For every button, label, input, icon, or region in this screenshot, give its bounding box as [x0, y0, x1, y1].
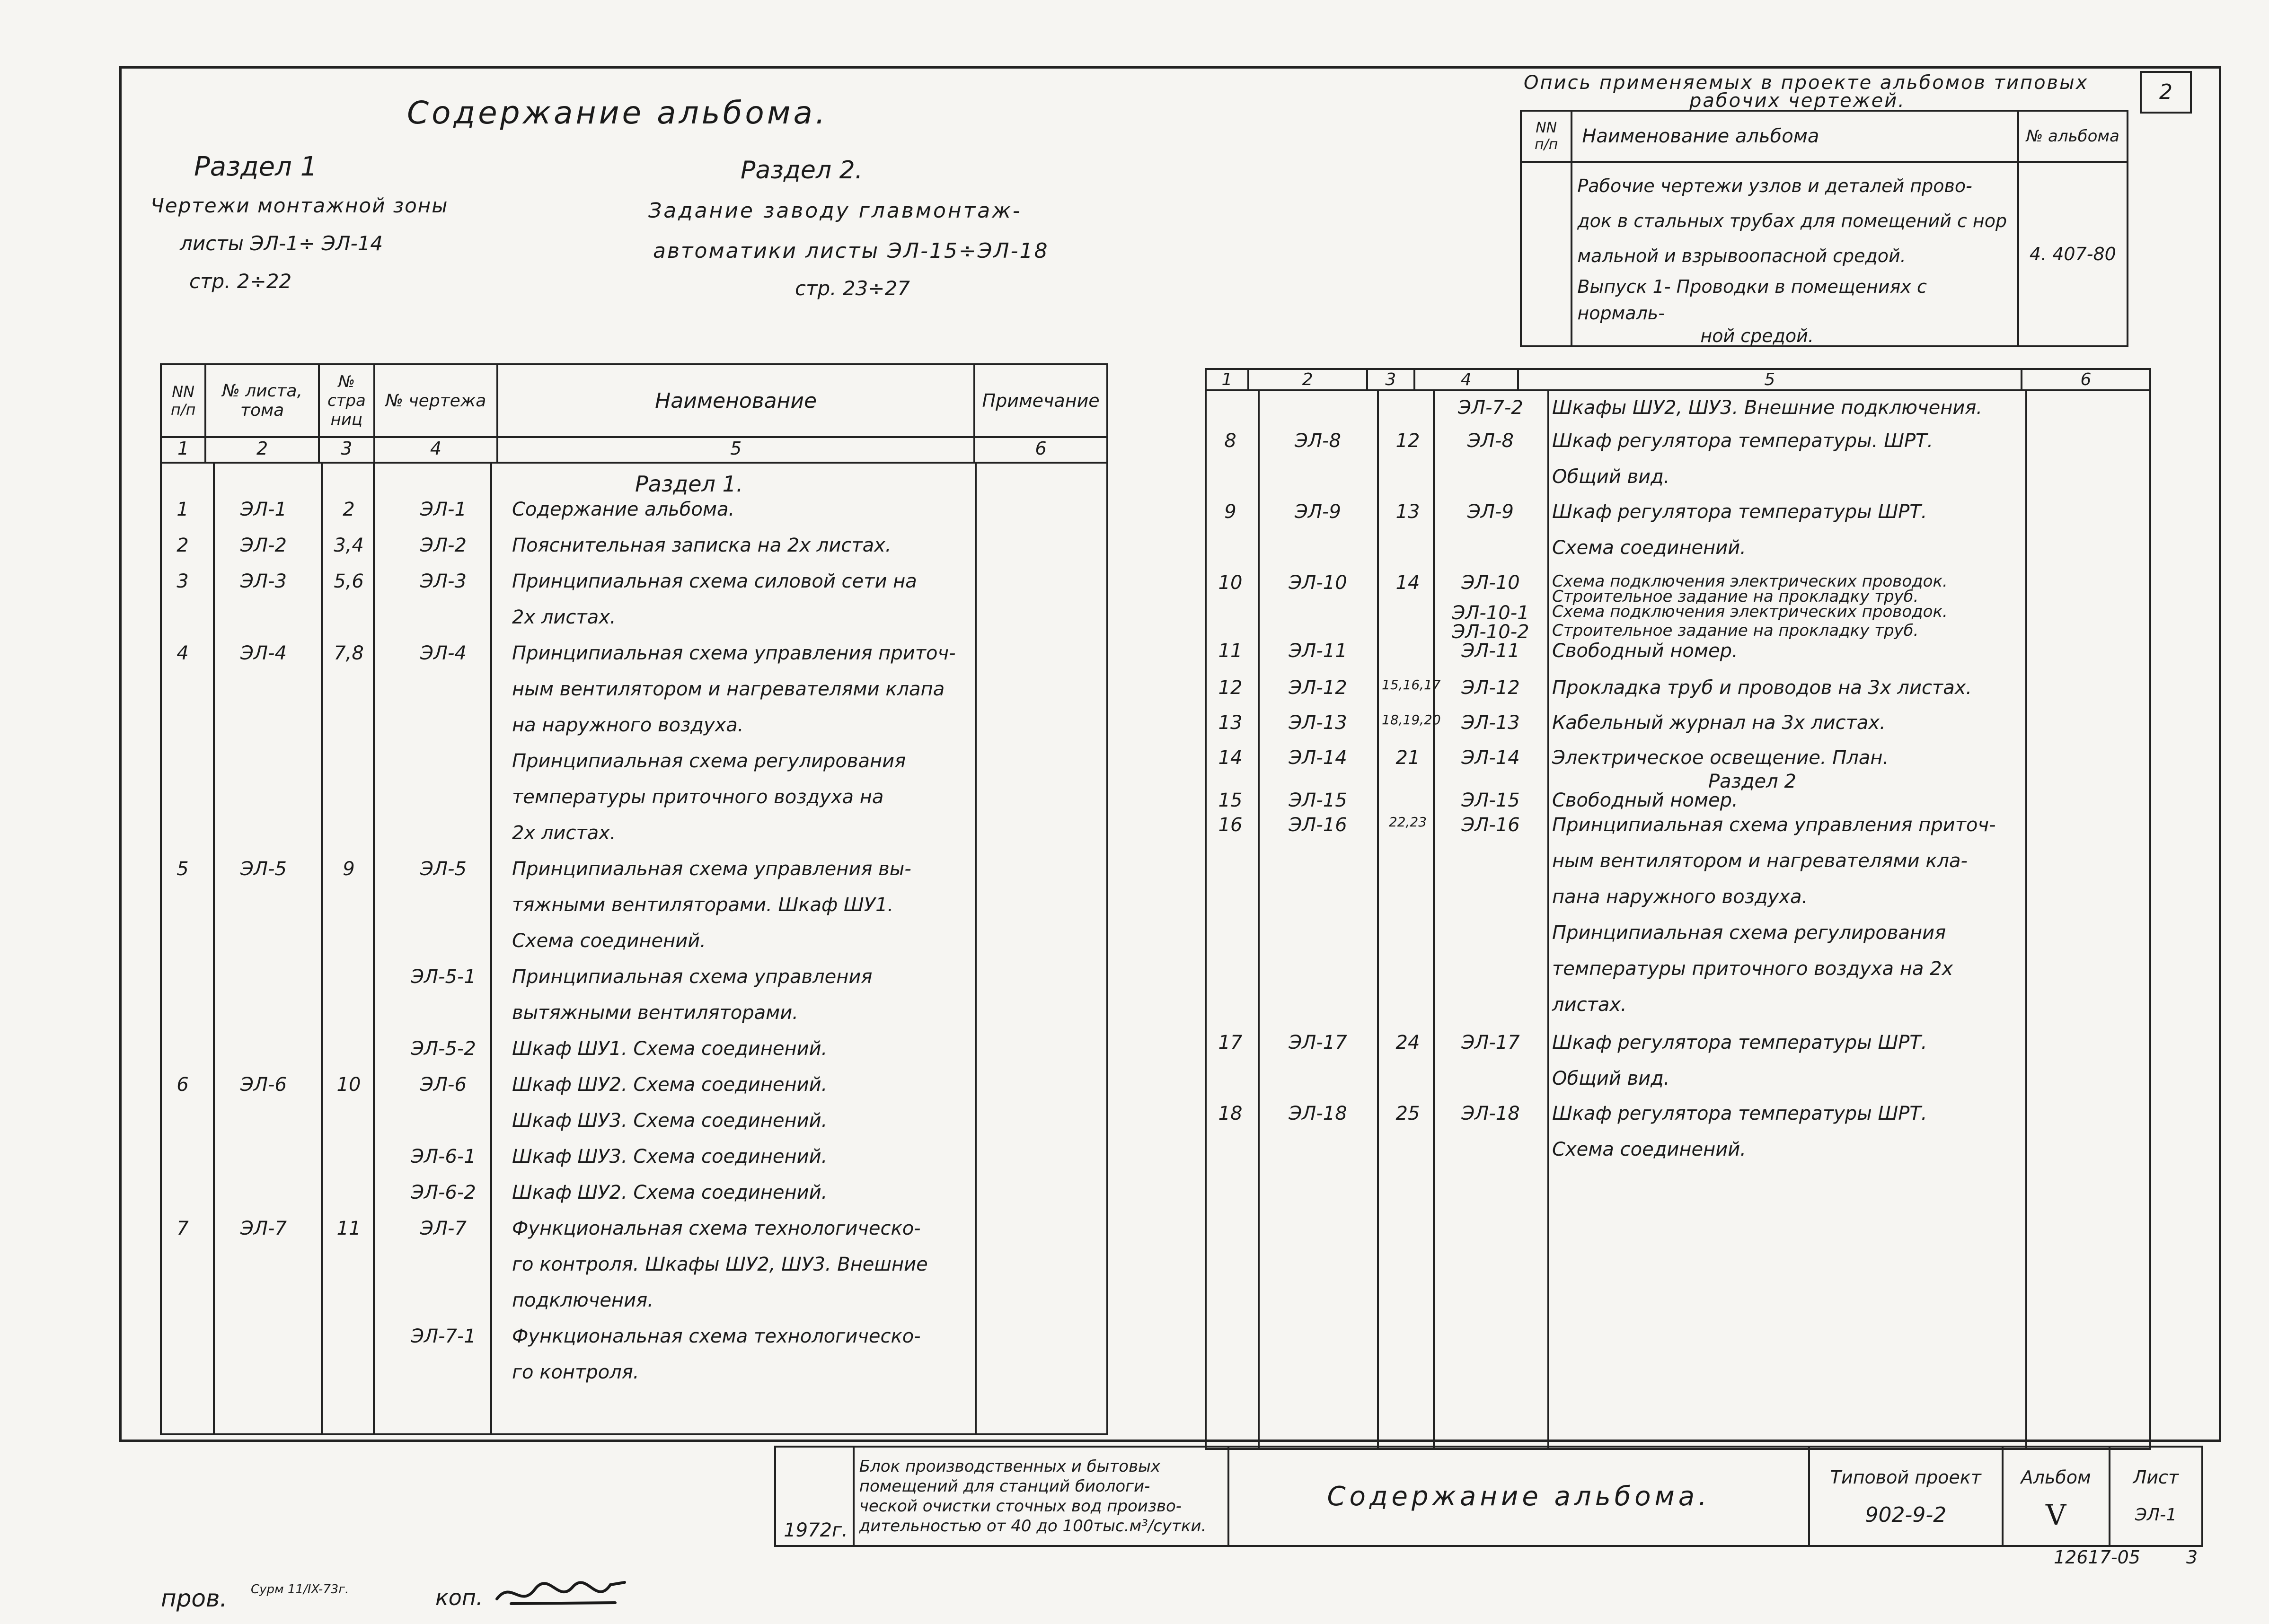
row-number: 6 — [177, 1074, 189, 1096]
inventory-album-number: 4. 407-80 — [2018, 162, 2128, 346]
row-title — [512, 1182, 827, 1218]
row-title — [1552, 572, 1948, 606]
inventory-title: Опись применяемых в проекте альбомов типовых — [1524, 72, 2089, 94]
left-header-name: Наименование — [497, 364, 974, 437]
archive-number: 12617-05 — [2054, 1547, 2140, 1568]
row-title-line: Принципиальная схема регулирования — [512, 750, 906, 772]
sheet-number-box: 2 — [2140, 71, 2192, 114]
copied-label: коп. — [435, 1585, 483, 1610]
row-title-line: Принципиальная схема управления вы- — [512, 858, 911, 880]
row-title-line: Принципиальная схема управления приточ- — [1552, 814, 1996, 836]
row-title-line: Шкаф ШУ1. Схема соединений. — [512, 1038, 828, 1060]
section1-line: стр. 2÷22 — [189, 270, 292, 293]
stamp-album — [2003, 1447, 2110, 1546]
row-sheet: ЭЛ-17 — [1289, 1032, 1347, 1053]
row-title — [512, 1038, 827, 1074]
row-drawing: ЭЛ-9 — [1467, 501, 1514, 523]
row-number: 11 — [1218, 640, 1243, 662]
row-drawing: ЭЛ-7 — [420, 1218, 467, 1239]
stamp-object-line: Блок производственных и бытовых — [859, 1457, 1161, 1476]
row-title-line: Раздел 2 — [1708, 771, 1796, 792]
inventory-line: ной средой. — [1700, 325, 1814, 346]
row-title — [1552, 712, 1886, 748]
section1-line: Чертежи монтажной зоны — [150, 194, 449, 217]
row-sheet: ЭЛ-1 — [240, 499, 287, 520]
row-title-line: Принципиальная схема силовой сети на — [512, 571, 917, 592]
stamp-object-line: дительностью от 40 до 100тыс.м³/сутки. — [859, 1517, 1207, 1536]
row-drawing: ЭЛ-6-1 — [411, 1146, 476, 1168]
row-title-line: температуры приточного воздуха на — [512, 786, 884, 808]
left-header-nn: NN п/п — [161, 364, 205, 437]
checked-label: пров. — [161, 1585, 228, 1612]
checked-note: Сурм 11/IX-73г. — [251, 1582, 349, 1597]
row-sheet: ЭЛ-6 — [240, 1074, 287, 1096]
row-title-line: Пояснительная записка на 2х листах. — [512, 535, 892, 556]
row-title-line: 2х листах. — [512, 822, 616, 844]
row-sheet: ЭЛ-8 — [1295, 430, 1341, 452]
row-title-line: ным вентилятором и нагревателями кла- — [1552, 850, 1968, 872]
left-contents-table — [160, 363, 1108, 1435]
stamp-sheet-label: Лист — [2133, 1467, 2179, 1488]
right-colnum: 5 — [1518, 369, 2022, 390]
row-page: 7,8 — [334, 642, 364, 664]
row-title-line: Электрическое освещение. План. — [1552, 747, 1889, 769]
row-title-line: Общий вид. — [1552, 1068, 1670, 1089]
row-drawing: ЭЛ-12 — [1461, 677, 1520, 699]
left-section-heading: Раздел 1. — [635, 471, 743, 497]
row-title-line: го контроля. Шкафы ШУ2, ШУ3. Внешние — [512, 1254, 928, 1275]
row-page: 14 — [1395, 572, 1420, 594]
row-title-line: Свободный номер. — [1552, 790, 1738, 811]
row-number: 7 — [177, 1218, 189, 1239]
inventory-header-number: № альбома — [2018, 111, 2128, 162]
row-title-line: подключения. — [512, 1290, 653, 1311]
row-title-line: вытяжными вентиляторами. — [512, 1002, 798, 1024]
row-title-line: Шкаф регулятора температуры. ШРТ. — [1552, 430, 1934, 452]
row-title-line: Свободный номер. — [1552, 640, 1738, 662]
row-title-line: на наружного воздуха. — [512, 714, 744, 736]
row-title — [1552, 397, 1982, 433]
right-contents-table — [1205, 368, 2151, 1450]
right-table-body — [1206, 390, 2150, 1449]
row-title-line: Принципиальная схема управления приточ- — [512, 642, 956, 664]
row-drawing: ЭЛ-14 — [1461, 747, 1520, 769]
handwritten-signature — [492, 1571, 634, 1613]
row-drawing: ЭЛ-11 — [1461, 640, 1520, 662]
row-page: 2 — [343, 499, 355, 520]
row-sheet: ЭЛ-16 — [1289, 814, 1347, 836]
row-drawing: ЭЛ-8 — [1467, 430, 1514, 452]
row-sheet: ЭЛ-3 — [240, 571, 287, 592]
row-sheet: ЭЛ-15 — [1289, 790, 1347, 811]
right-colnum: 2 — [1248, 369, 1367, 390]
row-number: 1 — [177, 499, 189, 520]
row-page: 5,6 — [334, 571, 364, 592]
row-number: 3 — [177, 571, 189, 592]
section1-title: Раздел 1 — [194, 151, 318, 182]
row-page: 25 — [1395, 1103, 1420, 1124]
stamp-sheet-value: ЭЛ-1 — [2135, 1505, 2177, 1525]
row-title — [1552, 430, 1933, 502]
row-page: 18,19,20 — [1382, 712, 1441, 728]
row-drawing: ЭЛ-5 — [420, 858, 467, 880]
stamp-project-number: 902-9-2 — [1865, 1503, 1947, 1527]
row-number: 10 — [1218, 572, 1243, 594]
row-drawing: ЭЛ-10 — [1461, 572, 1520, 594]
row-title — [1552, 1103, 1927, 1175]
row-title-line: Принципиальная схема регулирования — [1552, 922, 1946, 944]
row-title-line: Принципиальная схема управления — [512, 966, 873, 988]
row-title-line: ным вентилятором и нагревателями клапа — [512, 678, 945, 700]
row-title-line: температуры приточного воздуха на 2х — [1552, 958, 1953, 980]
section2-title: Раздел 2. — [741, 156, 863, 184]
row-sheet: ЭЛ-13 — [1289, 712, 1347, 734]
inventory-line: мальной и взрывоопасной средой. — [1577, 246, 1906, 266]
left-header-sheet: № листа, тома — [205, 364, 319, 437]
row-drawing: ЭЛ-5-1 — [411, 966, 476, 988]
row-drawing: ЭЛ-4 — [420, 642, 467, 664]
row-number: 18 — [1218, 1103, 1243, 1124]
row-title — [512, 1146, 827, 1182]
right-colnum: 6 — [2022, 369, 2150, 390]
row-title — [512, 642, 956, 858]
row-title — [512, 1074, 827, 1146]
stamp-object — [854, 1447, 1228, 1546]
left-colnum: 3 — [319, 437, 374, 463]
row-page: 9 — [343, 858, 355, 880]
row-page: 10 — [336, 1074, 361, 1096]
row-number: 13 — [1218, 712, 1243, 734]
row-title — [1552, 501, 1927, 573]
row-title-line: Схема соединений. — [1552, 1139, 1746, 1160]
row-title-line: Кабельный журнал на 3х листах. — [1552, 712, 1886, 734]
stamp-project-label: Типовой проект — [1830, 1467, 1981, 1488]
row-page: 11 — [336, 1218, 361, 1239]
row-number: 17 — [1218, 1032, 1243, 1053]
row-title-line: Строительное задание на прокладку труб. — [1552, 587, 1919, 606]
row-number: 12 — [1218, 677, 1243, 699]
row-sheet: ЭЛ-11 — [1289, 640, 1347, 662]
row-drawing: ЭЛ-1 — [420, 499, 467, 520]
row-title-line: Шкаф ШУ3. Схема соединений. — [512, 1146, 828, 1168]
row-title-line: Шкаф регулятора температуры ШРТ. — [1552, 1032, 1927, 1053]
row-drawing: ЭЛ-3 — [420, 571, 467, 592]
row-title-line: Шкаф ШУ2. Схема соединений. — [512, 1182, 828, 1203]
row-number: 5 — [177, 858, 189, 880]
left-header-note: Примечание — [974, 364, 1107, 437]
row-number: 16 — [1218, 814, 1243, 836]
row-title — [1552, 814, 1996, 1030]
right-colnum: 3 — [1367, 369, 1415, 390]
inventory-line: док в стальных трубах для помещений с нор — [1577, 211, 2007, 231]
row-title-line: Строительное задание на прокладку труб. — [1552, 621, 1919, 640]
row-title — [512, 1326, 921, 1397]
inventory-subtitle: рабочих чертежей. — [1689, 90, 1906, 112]
row-page: 24 — [1395, 1032, 1420, 1053]
row-title-line: Функциональная схема технологическо- — [512, 1326, 921, 1347]
row-number: 14 — [1218, 747, 1243, 769]
row-page: 13 — [1395, 501, 1420, 523]
row-drawing: ЭЛ-17 — [1461, 1032, 1520, 1053]
row-title-line: Шкаф ШУ2. Схема соединений. — [512, 1074, 828, 1096]
row-title — [512, 858, 911, 966]
archive-page: 3 — [2186, 1547, 2198, 1568]
row-title — [1552, 1032, 1927, 1104]
left-colnum: 4 — [374, 437, 497, 463]
left-colnum: 1 — [161, 437, 205, 463]
stamp-object-line: ческой очистки сточных вод произво- — [859, 1497, 1182, 1516]
row-sheet: ЭЛ-10 — [1289, 572, 1347, 594]
row-title — [512, 535, 892, 571]
row-page: 22,23 — [1388, 814, 1427, 830]
right-colnum: 4 — [1414, 369, 1518, 390]
section2-line: стр. 23÷27 — [795, 277, 910, 300]
row-sheet: ЭЛ-4 — [240, 642, 287, 664]
stamp-sheet — [2110, 1447, 2202, 1546]
stamp-album-value: V — [2046, 1499, 2066, 1532]
left-colnum: 2 — [205, 437, 319, 463]
row-title-line: тяжными вентиляторами. Шкаф ШУ1. — [512, 894, 894, 916]
inventory-name-cell — [1572, 162, 2018, 346]
row-title-line: Схема соединений. — [1552, 537, 1746, 559]
row-title-line: листах. — [1552, 994, 1627, 1016]
section2-line: Задание заводу главмонтаж- — [648, 199, 1022, 223]
row-title-line: Функциональная схема технологическо- — [512, 1218, 921, 1239]
right-colnum: 1 — [1206, 369, 1248, 390]
row-title — [1552, 640, 1738, 676]
row-drawing: ЭЛ-18 — [1461, 1103, 1520, 1124]
row-title-line: го контроля. — [512, 1361, 639, 1383]
row-title-line: Шкаф регулятора температуры ШРТ. — [1552, 501, 1927, 523]
row-drawing: ЭЛ-16 — [1461, 814, 1520, 836]
left-header-drawing: № чертежа — [374, 364, 497, 437]
stamp-project — [1809, 1447, 2002, 1546]
stamp-sheet-title: Содержание альбома. — [1228, 1447, 1809, 1546]
inventory-header-nn: NN п/п — [1521, 111, 1572, 162]
row-sheet: ЭЛ-2 — [240, 535, 287, 556]
row-title-line: Шкаф регулятора температуры ШРТ. — [1552, 1103, 1927, 1124]
left-colnum: 6 — [974, 437, 1107, 463]
row-sheet: ЭЛ-9 — [1295, 501, 1341, 523]
left-table-body — [161, 463, 1107, 1434]
row-title-line: Шкафы ШУ2, ШУ3. Внешние подключения. — [1552, 397, 1983, 419]
left-colnum: 5 — [497, 437, 974, 463]
row-number: 2 — [177, 535, 189, 556]
row-title — [512, 499, 734, 535]
stamp-year: 1972г. — [775, 1447, 854, 1546]
row-title — [512, 1218, 928, 1326]
row-drawing: ЭЛ-2 — [420, 535, 467, 556]
row-title — [512, 966, 872, 1038]
row-title — [1552, 677, 1972, 713]
inventory-header-name: Наименование альбома — [1572, 111, 2018, 162]
row-drawing: ЭЛ-10-1 — [1452, 602, 1529, 624]
row-title-line: Схема подключения электрических проводок. — [1552, 602, 1948, 621]
row-title — [512, 571, 917, 642]
row-sheet: ЭЛ-12 — [1289, 677, 1347, 699]
left-header-pages: № стра ниц — [319, 364, 374, 437]
inventory-line: Рабочие чертежи узлов и деталей прово- — [1577, 176, 1972, 196]
row-title-line: Схема подключения электрических проводок. — [1552, 572, 1948, 591]
row-number: 4 — [177, 642, 189, 664]
inventory-line: Выпуск 1- Проводки в помещениях с нормаль- — [1577, 276, 1927, 324]
section1-line: листы ЭЛ-1÷ ЭЛ-14 — [180, 232, 383, 255]
album-title: Содержание альбома. — [407, 95, 828, 131]
row-number: 9 — [1224, 501, 1236, 523]
row-drawing: ЭЛ-10-2 — [1452, 621, 1529, 643]
row-title-line: Прокладка труб и проводов на 3х листах. — [1552, 677, 1972, 699]
inventory-nn-cell — [1521, 162, 1572, 346]
row-drawing: ЭЛ-6-2 — [411, 1182, 476, 1203]
row-sheet: ЭЛ-18 — [1289, 1103, 1347, 1124]
section2-line: автоматики листы ЭЛ-15÷ЭЛ-18 — [653, 239, 1049, 263]
stamp-album-label: Альбом — [2021, 1467, 2091, 1488]
row-drawing: ЭЛ-7-2 — [1458, 397, 1523, 419]
row-drawing: ЭЛ-7-1 — [411, 1326, 476, 1347]
row-page: 12 — [1395, 430, 1420, 452]
row-drawing: ЭЛ-5-2 — [411, 1038, 476, 1060]
inventory-table — [1520, 110, 2128, 347]
row-sheet: ЭЛ-14 — [1289, 747, 1347, 769]
row-title-line: Шкаф ШУ3. Схема соединений. — [512, 1110, 828, 1132]
row-page: 21 — [1395, 747, 1420, 769]
row-drawing: ЭЛ-15 — [1461, 790, 1520, 811]
row-title-line: Схема соединений. — [512, 930, 706, 952]
row-title-line: Общий вид. — [1552, 466, 1670, 488]
title-block — [774, 1446, 2203, 1547]
row-title-line: пана наружного воздуха. — [1552, 886, 1808, 908]
row-sheet: ЭЛ-7 — [240, 1218, 287, 1239]
row-number: 8 — [1224, 430, 1236, 452]
row-drawing: ЭЛ-6 — [420, 1074, 467, 1096]
stamp-object-line: помещений для станций биологи- — [859, 1477, 1150, 1496]
row-page: 3,4 — [334, 535, 364, 556]
row-sheet: ЭЛ-5 — [240, 858, 287, 880]
row-number: 15 — [1218, 790, 1243, 811]
row-drawing: ЭЛ-13 — [1461, 712, 1520, 734]
row-title-line: Содержание альбома. — [512, 499, 735, 520]
row-page: 15,16,17 — [1382, 677, 1441, 693]
row-title-line: 2х листах. — [512, 606, 616, 628]
